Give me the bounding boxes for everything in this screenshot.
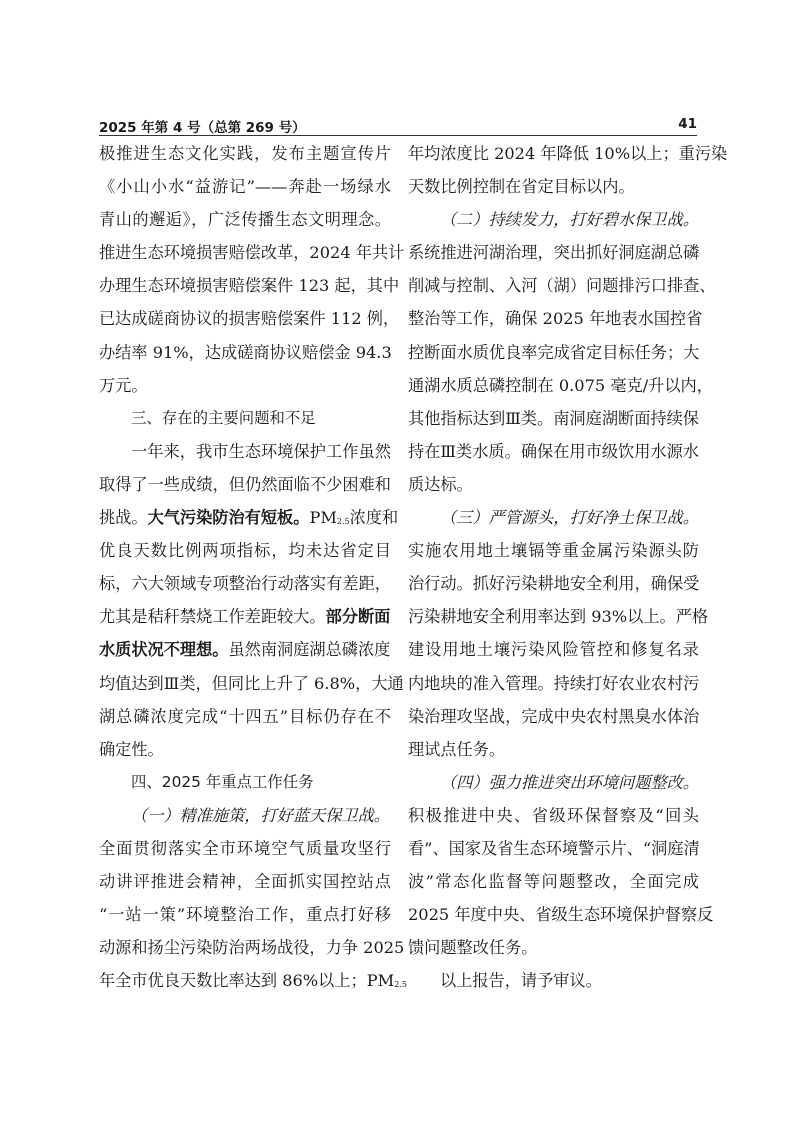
text-line: 青山的邂逅》，广泛传播生态文明理念。 [99, 210, 391, 230]
text-line: 持在Ⅲ类水质。确保在用市级饮用水源水 [408, 441, 699, 461]
text-line: “一站一策”环境整治工作，重点打好移 [99, 905, 391, 925]
text-line: 理试点任务。 [408, 739, 506, 759]
text-line: 天数比例控制在省定目标以内。 [408, 177, 635, 197]
text-line: 动讲评推进会精神，全面抓实国控站点 [99, 872, 391, 892]
left-column [99, 137, 407, 997]
text-line: 湖总磷浓度完成“十四五”目标仍存在不 [99, 706, 391, 726]
text-line: 动源和扬尘污染防治两场战役，力争 2025 [99, 938, 405, 958]
section-heading: 三、存在的主要问题和不足 [131, 408, 316, 427]
header-divider [99, 135, 697, 136]
page-header [99, 114, 697, 136]
text-line [99, 600, 391, 633]
subscript: 2.5 [336, 517, 350, 527]
subsection-heading: （三）严管源头，打好净土保卫战。 [440, 508, 699, 528]
text-run: 浓度和 [349, 508, 399, 528]
text-line [99, 633, 391, 666]
text-line: 优良天数比例两项指标，均未达省定目 [99, 541, 391, 561]
text-line: 质达标。 [408, 474, 473, 494]
text-line: 整治等工作，确保 2025 年地表水国控省 [408, 309, 703, 329]
bold-run: 水质状况不理想。 [99, 640, 229, 660]
bold-run: 大气污染防治有短板。 [147, 508, 310, 528]
text-line: 年均浓度比 2024 年降低 10%以上；重污染 [408, 144, 728, 163]
text-line: 馈问题整改任务。 [408, 938, 538, 958]
text-line: 均值达到Ⅲ类，但同比上升了 6.8%，大通 [99, 673, 404, 693]
text-line: 2025 年度中央、省级生态环境保护督察反 [408, 905, 714, 925]
bold-run: 部分断面 [325, 607, 391, 627]
text-line: 一年来，我市生态环境保护工作虽然 [131, 441, 391, 461]
text-line: 取得了一些成绩，但仍然面临不少困难和 [99, 474, 391, 494]
text-line: 其他指标达到Ⅲ类。南洞庭湖断面持续保 [408, 408, 699, 428]
subsection-heading: （四）强力推进突出环境问题整改。 [440, 772, 699, 792]
text-line: 标，六大领域专项整治行动落实有差距， [99, 574, 391, 594]
text-run: PM [309, 508, 337, 528]
text-line: 内地块的准入管理。持续打好农业农村污 [408, 673, 700, 693]
right-column [408, 137, 728, 997]
text-run: 年全市优良天数比率达到 86%以上；PM [99, 971, 395, 991]
text-line: 系统推进河湖治理，突出抓好洞庭湖总磷 [408, 243, 700, 263]
text-line: 治行动。抓好污染耕地安全利用，确保受 [408, 574, 700, 594]
text-line: 确定性。 [99, 739, 164, 759]
text-line [99, 501, 399, 534]
page-number: 41 [678, 116, 697, 132]
text-line: 染治理攻坚战，完成中央农村黑臭水体治 [408, 706, 700, 726]
text-line: 积极推进中央、省级环保督察及“回头 [408, 805, 699, 825]
subscript: 2.5 [394, 980, 407, 990]
text-line: 污染耕地安全利用率达到 93%以上。严格 [408, 607, 709, 627]
text-line: 波”常态化监督等问题整改，全面完成 [408, 872, 699, 892]
text-line: 削减与控制、入河（湖）问题排污口排查、 [408, 276, 716, 296]
subsection-heading: （一）精准施策，打好蓝天保卫战。 [131, 805, 390, 825]
text-line: 推进生态环境损害赔偿改革，2024 年共计 [99, 243, 405, 263]
section-heading: 四、2025 年重点工作任务 [131, 772, 314, 791]
text-line: 实施农用地土壤镉等重金属污染源头防 [408, 541, 699, 561]
text-line: 办结率 91%，达成磋商协议赔偿金 94.3 [99, 342, 392, 362]
text-line: 办理生态环境损害赔偿案件 123 起，其中 [99, 276, 400, 296]
closing-line: 以上报告，请予审议。 [440, 971, 602, 991]
text-line: 已达成磋商协议的损害赔偿案件 112 例， [99, 309, 400, 329]
text-line: 看”、国家及省生态环境警示片、“洞庭清 [408, 838, 700, 858]
text-line: 通湖水质总磷控制在 0.075 毫克/升以内， [408, 375, 713, 395]
text-line: 极推进生态文化实践，发布主题宣传片 [99, 144, 391, 163]
text-line: 万元。 [99, 375, 148, 395]
text-line [99, 964, 407, 997]
text-run: 虽然南洞庭湖总磷浓度 [228, 640, 391, 660]
text-line: 建设用地土壤污染风险管控和修复名录 [408, 640, 699, 660]
text-run: 挑战。 [99, 508, 148, 528]
issue-label: 2025 年第 4 号（总第 269 号） [99, 120, 306, 136]
text-line: 《小山小水“益游记”——奔赴一场绿水 [99, 177, 391, 197]
text-run: 尤其是秸秆禁烧工作差距较大。 [99, 607, 326, 627]
text-line: 控断面水质优良率完成省定目标任务；大 [408, 342, 700, 362]
text-line: 全面贯彻落实全市环境空气质量攻坚行 [99, 838, 391, 858]
subsection-heading: （二）持续发力，打好碧水保卫战。 [440, 210, 699, 230]
